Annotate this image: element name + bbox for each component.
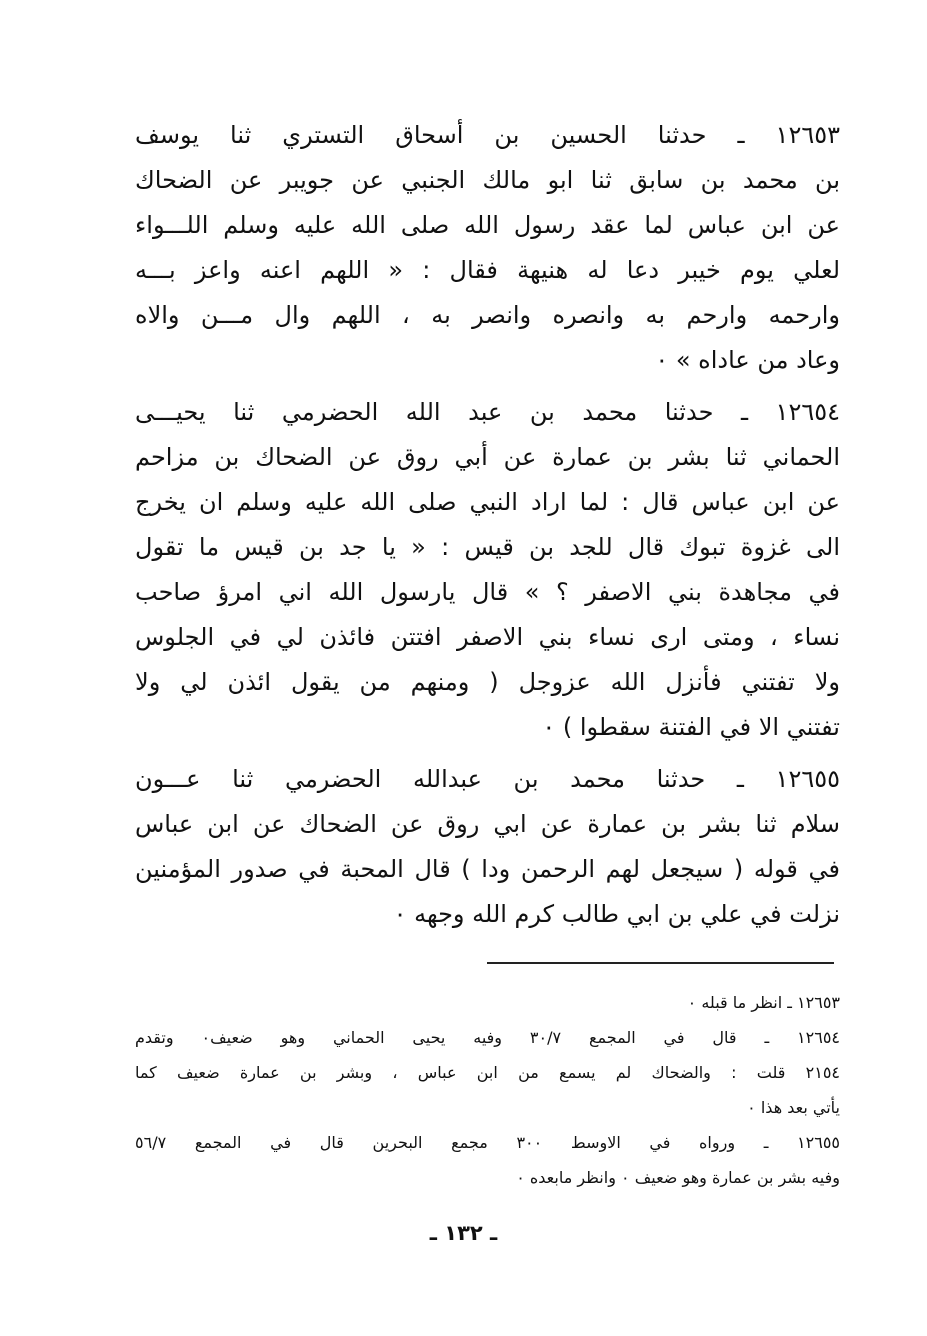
footnote-line: ٢١٥٤ قلت : والضحاك لم يسمع من ابن عباس ، وبشر بن عمارة ضعيف كما xyxy=(135,1063,840,1082)
main-text xyxy=(135,113,840,944)
text-line: نزلت في علي بن ابي طالب كرم الله وجهه ٠ xyxy=(393,900,840,928)
text-line: سلام ثنا بشر بن عمارة عن ابي روق عن الضحاك عن ابن عباس xyxy=(135,810,840,838)
text-line: الحماني ثنا بشر بن عمارة عن أبي روق عن الضحاك بن مزاحم xyxy=(135,443,840,471)
page-number: ـ ١٣٢ ـ xyxy=(429,1221,498,1245)
footnotes xyxy=(135,985,840,1195)
text-line: ١٢٦٥٥ ـ حدثنا محمد بن عبدالله الحضرمي ثنا عـــون xyxy=(135,765,840,793)
footnote-separator xyxy=(487,962,834,964)
hadith-12655 xyxy=(135,757,840,937)
text-line: الى غزوة تبوك قال للجد بن قيس : « يا جد بن قيس ما تقول xyxy=(135,533,840,561)
text-line: عن ابن عباس لما عقد رسول الله صلى الله عليه وسلم اللـــواء xyxy=(135,211,840,239)
text-line: نساء ، ومتى ارى نساء بني الاصفر افتتن فائذن لي في الجلوس xyxy=(135,623,840,651)
text-line: تفتني الا في الفتنة سقطوا ) ٠ xyxy=(542,713,840,741)
hadith-12654 xyxy=(135,390,840,750)
text-line: في قوله ( سيجعل لهم الرحمن ودا ) قال المحبة في صدور المؤمنين xyxy=(135,855,840,883)
text-line: ١٢٦٥٣ ـ حدثنا الحسين بن أسحاق التستري ثنا يوسف xyxy=(135,121,840,149)
footnote-line: يأتي بعد هذا ٠ xyxy=(747,1098,840,1117)
footnote-line: ١٢٦٥٤ ـ قال في المجمع ٣٠/٧ وفيه يحيى الحماني وهو ضعيف٠ وتقدم xyxy=(135,1028,840,1047)
footnote-line: وفيه بشر بن عمارة وهو ضعيف ٠ وانظر مابعده ٠ xyxy=(516,1168,840,1187)
text-line: ١٢٦٥٤ ـ حدثنا محمد بن عبد الله الحضرمي ثنا يحيـــى xyxy=(135,398,840,426)
text-line: ولا تفتني فأنزل الله عزوجل ( ومنهم من يقول ائذن لي ولا xyxy=(135,668,840,696)
text-line: لعلي يوم خيبر دعا له هنيهة فقال : « اللهم اعنه واعز بـــه xyxy=(135,256,840,284)
footnote-line: ١٢٦٥٥ ـ ورواه في الاوسط ٣٠٠ مجمع البحرين قال في المجمع ٥٦/٧ xyxy=(135,1133,840,1152)
text-line: بن محمد بن سابق ثنا ابو مالك الجنبي عن جويبر عن الضحاك xyxy=(135,166,840,194)
text-line: عن ابن عباس قال : لما اراد النبي صلى الله عليه وسلم ان يخرج xyxy=(135,488,840,516)
hadith-12653 xyxy=(135,113,840,383)
text-line: وارحمه وارحم به وانصره وانصر به ، اللهم وال مـــن والاه xyxy=(135,301,840,329)
text-line: وعاد من عاداه » ٠ xyxy=(655,346,840,374)
footnote-line: ١٢٦٥٣ ـ انظر ما قبله ٠ xyxy=(687,993,840,1012)
text-line: في مجاهدة بني الاصفر ؟ » قال يارسول الله اني امرؤ صاحب xyxy=(135,578,840,606)
